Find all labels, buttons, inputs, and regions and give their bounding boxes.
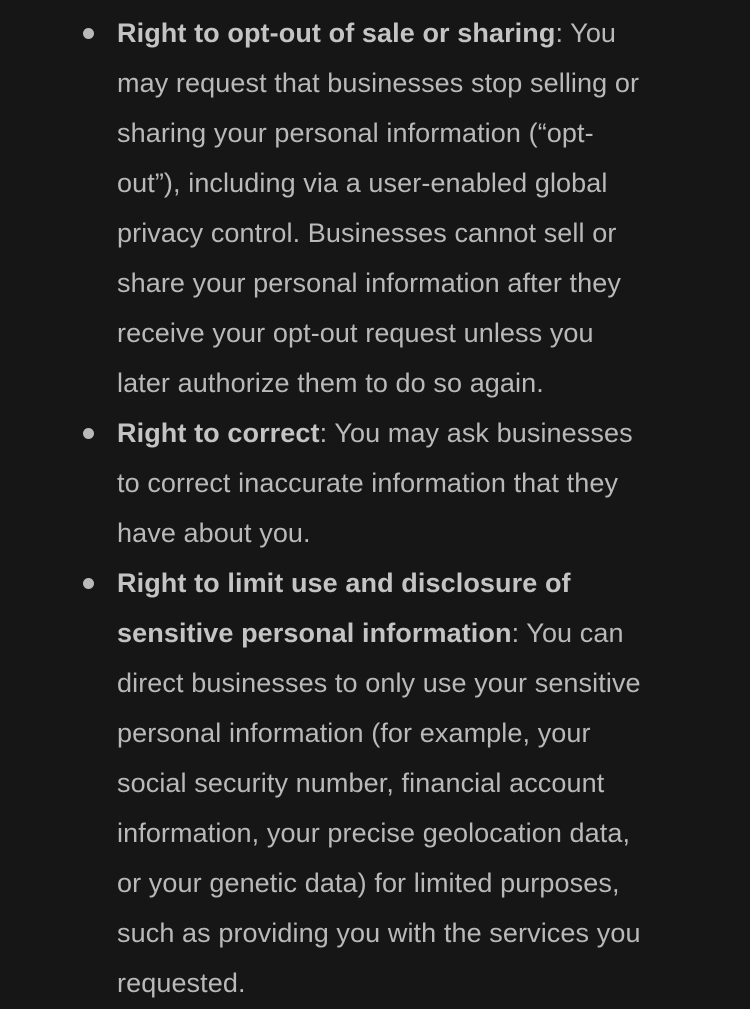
item-line: to correct inaccurate information that they [117,468,619,498]
item-text: : You can [511,618,624,648]
item-line: receive your opt-out request unless you [117,318,594,348]
item-line: or your genetic data) for limited purposes, [117,868,620,898]
bullet-icon [83,578,94,589]
rights-list [117,8,717,1008]
item-line: out”), including via a user-enabled global [117,168,608,198]
item-line: have about you. [117,518,311,548]
item-line: direct businesses to only use your sensitive [117,668,641,698]
list-item [117,558,717,1008]
item-term: sensitive personal information [117,618,512,648]
item-term: Right to limit use and disclosure of [117,568,571,598]
item-term: Right to opt-out of sale or sharing [117,18,556,48]
item-line [117,608,717,658]
item-line: may request that businesses stop selling or [117,68,640,98]
item-line [117,8,717,58]
list-item [117,8,717,408]
item-line: requested. [117,968,246,998]
item-line: social security number, financial account [117,768,605,798]
item-line: information, your precise geolocation data, [117,818,631,848]
item-text: : You [555,18,617,48]
item-text: : You may ask businesses [319,418,633,448]
item-line: share your personal information after they [117,268,621,298]
item-line: such as providing you with the services you [117,918,641,948]
item-line: sharing your personal information (“opt- [117,118,594,148]
item-line: personal information (for example, your [117,718,591,748]
bullet-icon [83,28,94,39]
list-item [117,408,717,558]
bullet-icon [83,428,94,439]
item-line [117,408,717,458]
item-line: privacy control. Businesses cannot sell or [117,218,617,248]
item-line: later authorize them to do so again. [117,368,544,398]
item-term: Right to correct [117,418,320,448]
